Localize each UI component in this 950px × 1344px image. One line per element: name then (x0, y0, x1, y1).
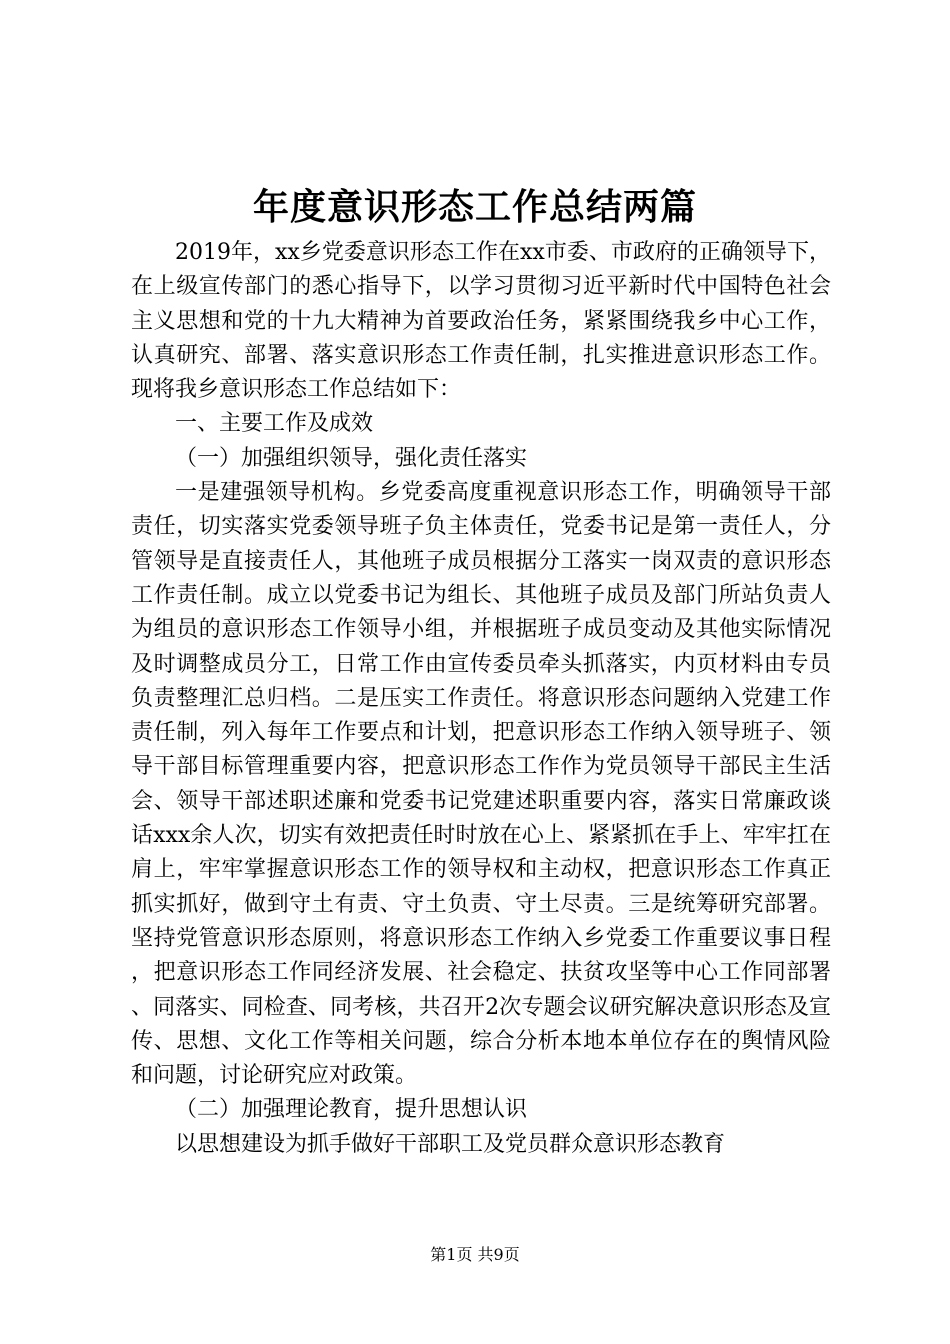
page-footer: 第1页 共9页 (430, 1245, 520, 1264)
body-paragraph-organization: 一是建强领导机构。乡党委高度重视意识形态工作，明确领导干部责任，切实落实党委领导班子负主体责任，党委书记是第一责任人，分管领导是直接责任人，其他班子成员根据分工落实一岗双责的意识形态工作责任制。成立以党委书记为组长、其他班子成员及部门所站负责人为组员的意识形态工作领导小组，并根据班子成员变动及其他实际情况及时调整成员分工，日常工作由宣传委员牵头抓落实，内页材料由专员负责整理汇总归档。二是压实工作责任。将意识形态问题纳入党建工作责任制，列入每年工作要点和计划，把意识形态工作纳入领导班子、领导干部目标管理重要内容，把意识形态工作作为党员领导干部民主生活会、领导干部述职述廉和党委书记党建述职重要内容，落实日常廉政谈话xxx余人次，切实有效把责任时时放在心上、紧紧抓在手上、牢牢扛在肩上，牢牢掌握意识形态工作的领导权和主动权，把意识形态工作真正抓实抓好，做到守土有责、守土负责、守土尽责。三是统筹研究部署。坚持党管意识形态原则，将意识形态工作纳入乡党委工作重要议事日程，把意识形态工作同经济发展、社会稳定、扶贫攻坚等中心工作同部署、同落实、同检查、同考核，共召开2次专题会议研究解决意识形态及宣传、思想、文化工作等相关问题，综合分析本地本单位存在的舆情风险和问题，讨论研究应对政策。 (131, 480, 831, 1089)
section-heading-main-work: 一、主要工作及成效 (175, 411, 374, 437)
subsection-heading-theory-education: （二）加强理论教育，提升思想认识 (175, 1097, 528, 1123)
document-body (131, 236, 831, 1162)
subsection-heading-organization: （一）加强组织领导，强化责任落实 (175, 445, 528, 471)
intro-paragraph: 2019年，xx乡党委意识形态工作在xx市委、市政府的正确领导下，在上级宣传部门的悉心指导下，以学习贯彻习近平新时代中国特色社会主义思想和党的十九大精神为首要政治任务，紧紧围绕我乡中心工作，认真研究、部署、落实意识形态工作责任制，扎实推进意识形态工作。现将我乡意识形态工作总结如下： (131, 240, 831, 403)
document-title: 年度意识形态工作总结两篇 (252, 186, 697, 228)
body-paragraph-theory-education: 以思想建设为抓手做好干部职工及党员群众意识形态教育 (175, 1131, 726, 1157)
